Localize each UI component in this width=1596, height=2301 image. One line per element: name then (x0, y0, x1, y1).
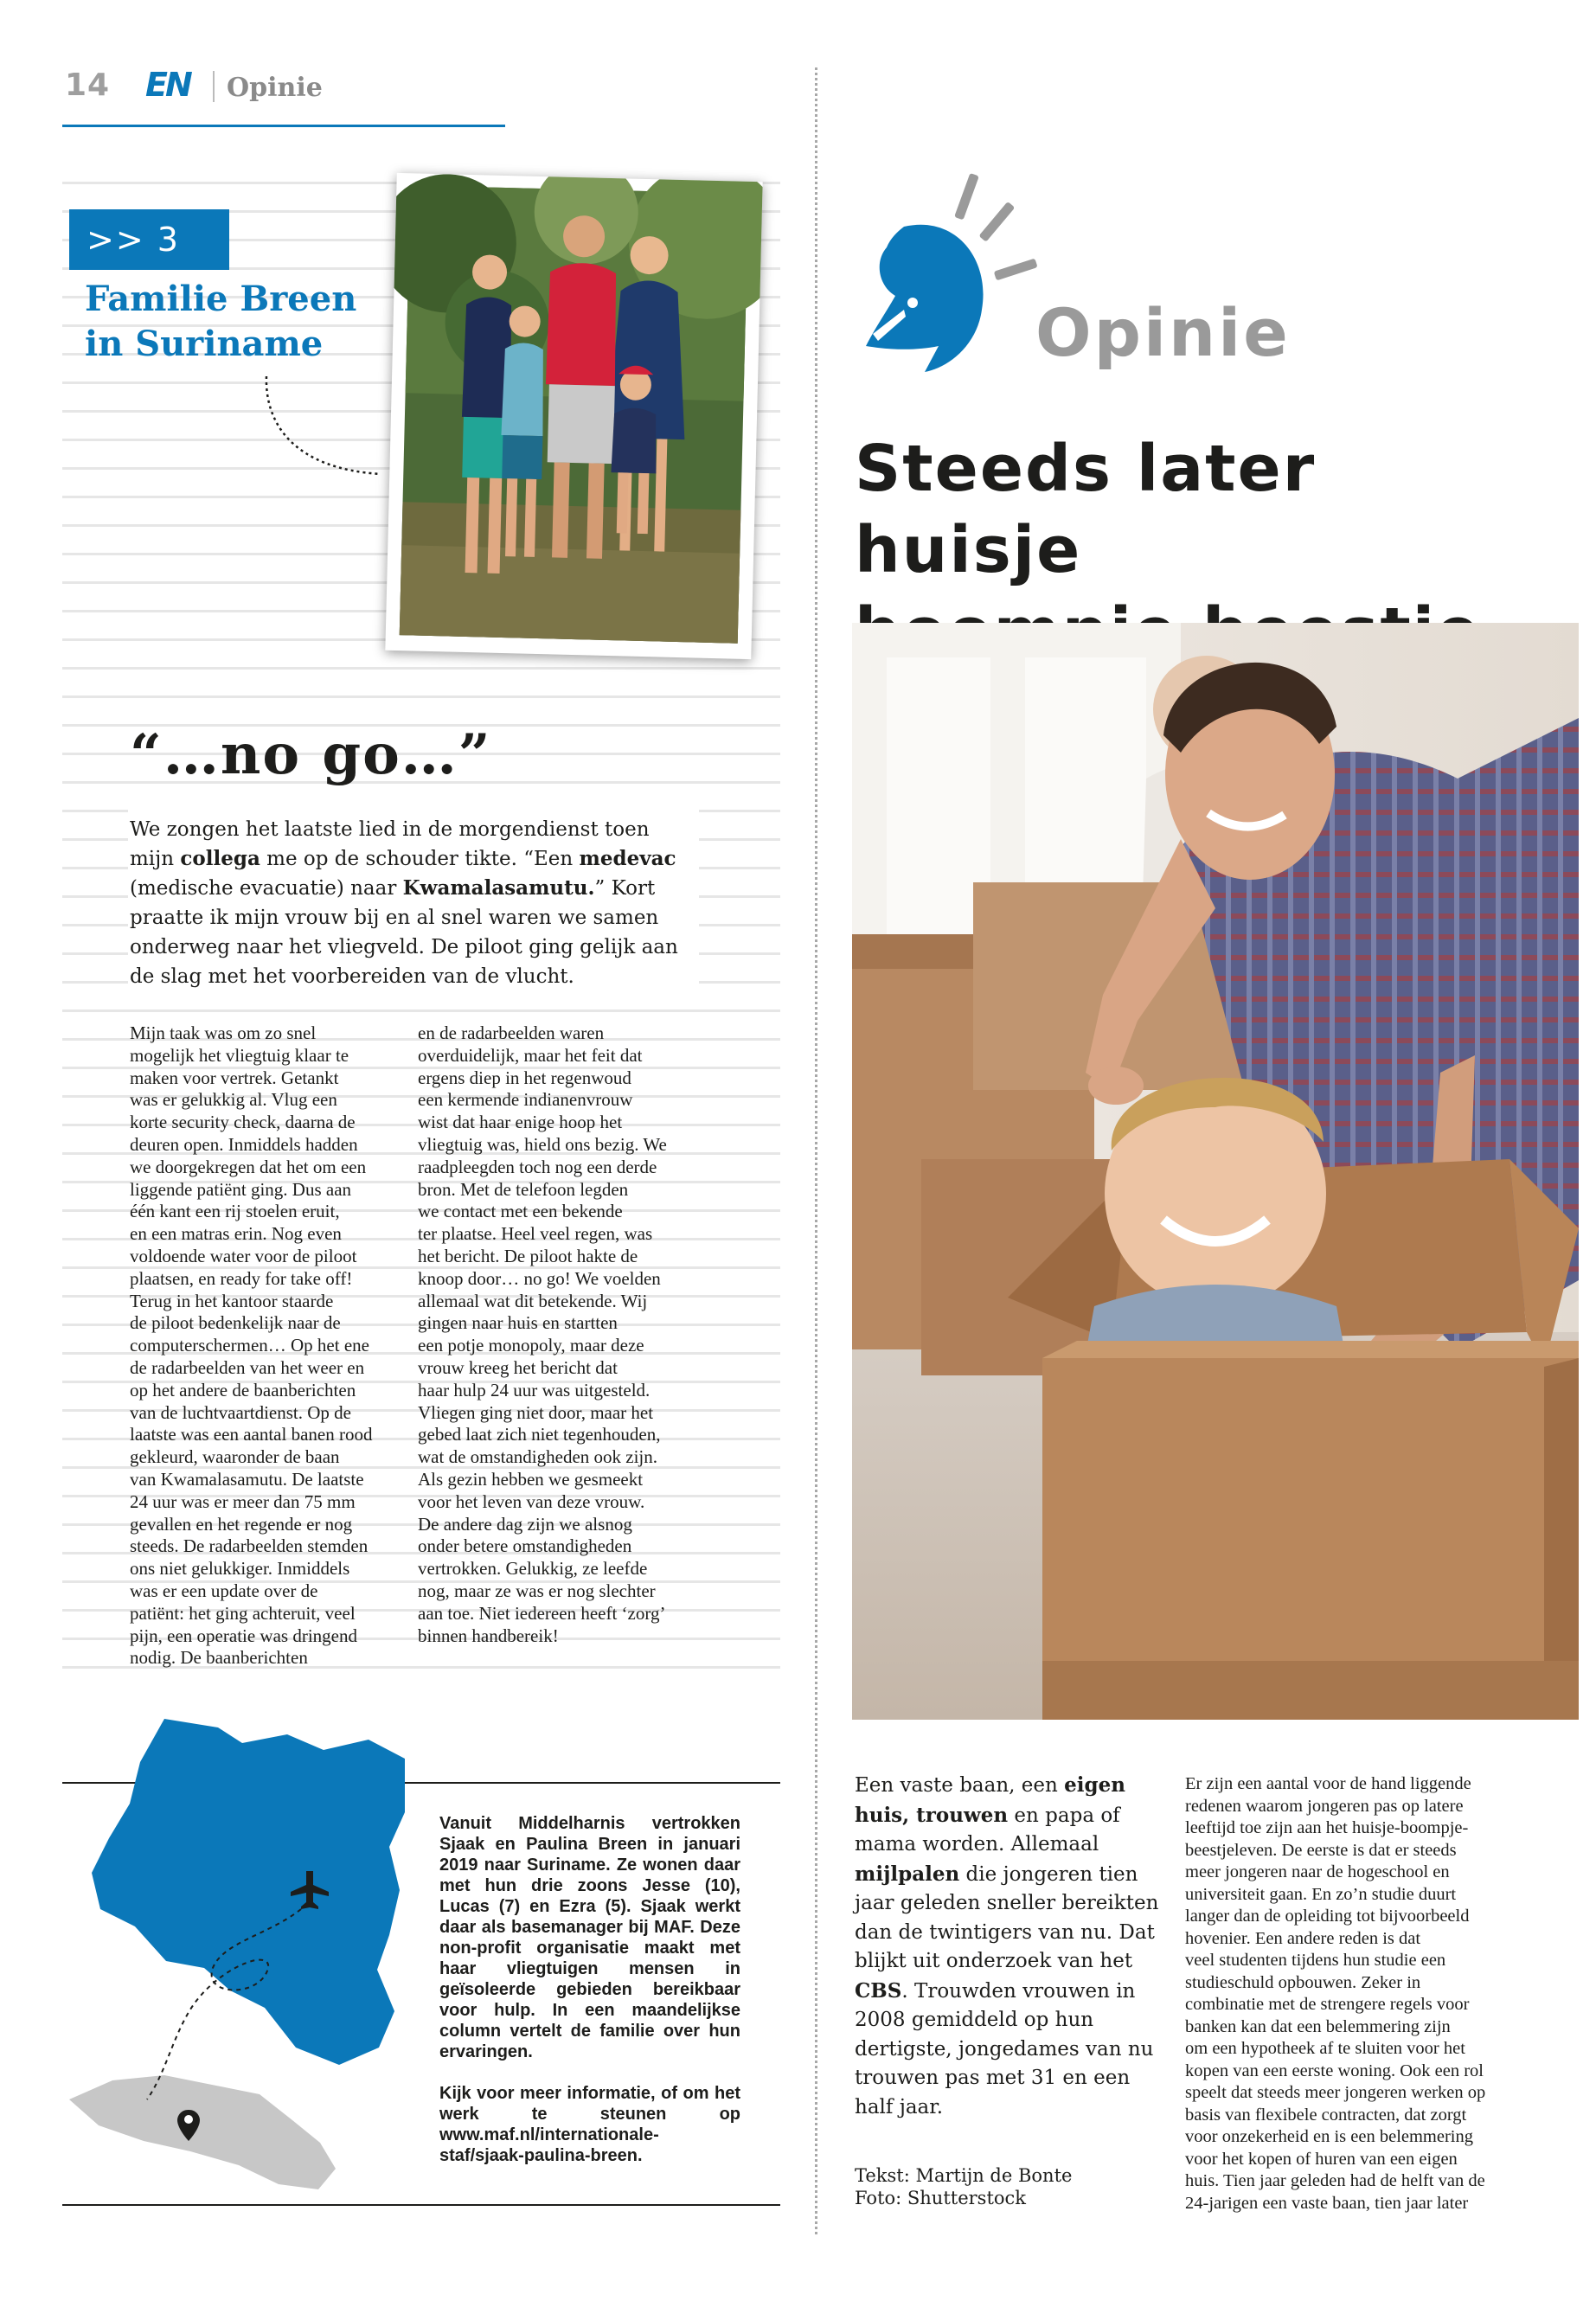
intro-text-2: me op de schouder tikte. “Een (260, 848, 580, 870)
lead-bold-mijlpalen: mijlpalen (855, 1862, 960, 1886)
map-bottom-rule (62, 2204, 780, 2206)
sidebar-intro: Vanuit Middelharnis vertrokken Sjaak en Paulina Breen in januari 2019 naar Suriname. Ze wonen daar met hun drie zoons Jesse (10), Lucas (7) en Ezra (5). Sjaak werkt daar als basemanager bij MAF. Deze non-profit organisatie maakt met haar vliegtuigen mensen in geïsoleerde gebieden bereikbaar voor hulp. In een maandelijkse column vertelt de familie over hun ervaringen. (439, 1814, 740, 2061)
family-title-line1: Familie Breen (85, 279, 357, 319)
curacao-shape (69, 2075, 336, 2189)
family-title-line2: in Suriname (85, 324, 324, 364)
header-separator (213, 71, 215, 102)
family-title (85, 277, 396, 367)
family-photo (385, 173, 762, 659)
column-body-left: Mijn taak was om zo snel mogelijk het vliegtuig klaar te maken voor vertrek. Getankt was er gelukkig al. Vlug een korte security check, daarna de deuren open. Inmiddels hadden we doorgekregen dat het om een liggende patiënt ging. Dus aan één kant een rij stoelen eruit, en een matras erin. Nog even voldoende water voor de piloot plaatsen, en ready for take off! Terug in het kantoor staarde de piloot bedenkelijk naar de computerschermen… Op het ene de radarbeelden van het weer en op het andere de baanberichten van de luchtvaartdienst. Op de laatste was een aantal banen rood gekleurd, waaronder de baan van Kwamalasamutu. De laatste 24 uur was er meer dan 75 mm gevallen en het regende er nog steeds. De radarbeelden stemden ons niet gelukkiger. Inmiddels was er een update over de patiënt: het ging achteruit, veel pijn, een operatie was dringend nodig. De baanberichten (130, 1022, 373, 1669)
article-lead (855, 1771, 1168, 2122)
page-number: 14 (65, 67, 111, 103)
lead-bold-cbs: CBS (855, 1978, 902, 2003)
lead-bold-eigen-huis: eigen huis, trouwen (855, 1773, 1125, 1827)
lead-text-2: en papa of mama worden. Allemaal (855, 1804, 1120, 1856)
article-credits (855, 2164, 1168, 2209)
sidebar-info: Kijk voor meer informatie, of om het werk te steunen op www.maf.nl/internationale-staf/sjaak-paulina-breen. (439, 2084, 740, 2165)
intro-bold-kwamalasamutu: Kwamalasamutu. (402, 876, 595, 900)
en-logo: EN (145, 66, 190, 104)
column-quote: “…no go…” (130, 722, 492, 787)
credit-text: Tekst: Martijn de Bonte (855, 2165, 1073, 2186)
header-section: Opinie (227, 73, 323, 103)
intro-bold-collega: collega (180, 847, 260, 870)
suriname-shape (92, 1719, 405, 2065)
section-label: Opinie (1035, 294, 1291, 371)
column-divider (815, 67, 817, 2234)
family-photo-image (385, 173, 762, 659)
lead-text-1: Een vaste baan, een (855, 1774, 1065, 1797)
column-intro (130, 815, 683, 991)
suriname-map (61, 1708, 424, 2193)
megaphone-icon (852, 164, 1051, 389)
column-number-tag: >> 3 (69, 209, 229, 270)
column-body-right: en de radarbeelden waren overduidelijk, maar het feit dat ergens diep in het regenwoud een kermende indianenvrouw wist dat haar enige hoop het vliegtuig was, hield ons bezig. We raadpleegden toch nog een derde bron. Met de telefoon legden we contact met een bekende ter plaatse. Heel veel regen, was het bericht. De piloot hakte de knoop door… no go! We voelden allemaal wat dit betekende. Wij gingen naar huis en startten een potje monopoly, maar deze vrouw kreeg het bericht dat haar hulp 24 uur was uitgesteld. Vliegen ging niet door, maar het gebed laat zich niet tegenhouden, wat de omstandigheden ook zijn. Als gezin hebben we gesmeekt voor het leven van deze vrouw. De andere dag zijn we alsnog onder betere omstandigheden vertrokken. Gelukkig, ze leefde nog, maar ze was er nog slechter aan toe. Niet iedereen heeft ‘zorg’ binnen handbereik! (418, 1022, 667, 1646)
header-rule (62, 125, 505, 127)
family-sidebar (439, 1813, 740, 2187)
credit-photo: Foto: Shutterstock (855, 2188, 1027, 2208)
article-photo (852, 623, 1579, 1720)
intro-text-1: We zongen het laatste lied in de morgendienst toen mijn (130, 818, 650, 870)
intro-text-4: ” Kort praatte ik mijn vrouw bij en al snel waren we samen onderweg naar het vliegveld. De piloot ging gelijk aan de slag met het voorbereiden van de vlucht. (130, 877, 678, 988)
article-body: Er zijn een aantal voor de hand liggende redenen waarom jongeren pas op latere leeftijd toe zijn aan het huisje-boompje- beestjeleven. De eerste is dat er steeds meer jongeren naar de hogeschool en universiteit gaan. En zo’n studie duurt langer dan de opleiding tot bijvoorbeeld hovenier. Een andere reden is dat veel studenten tijdens hun studie een studieschuld opbouwen. Zeker in combinatie met de strengere regels voor banken kan dat een belemmering zijn om een hypotheek af te sluiten voor het kopen van een eerste woning. Ook een rol speelt dat steeds meer jongeren werken op basis van flexibele contracten, dat zorgt voor onzekerheid en is een belemmering voor het kopen of huren van een eigen huis. Tien jaar geleden had de helft van de 24-jarigen een vaste baan, tien jaar later (1185, 1774, 1486, 2213)
headline-line1: Steeds later huisje (855, 432, 1317, 587)
lead-text-3: die jongeren tien jaar geleden sneller bereikten dan de twintigers van nu. Dat blijkt uit onderzoek van het (855, 1862, 1159, 1972)
lead-text-4: . Trouwden vrouwen in 2008 gemiddeld op hun dertigste, jongedames van nu trouwen pas met 31 en een half jaar. (855, 1979, 1154, 2118)
intro-text-3: (medische evacuatie) naar (130, 877, 403, 900)
intro-bold-medevac: medevac (579, 847, 676, 870)
dotted-arrow (260, 372, 389, 484)
